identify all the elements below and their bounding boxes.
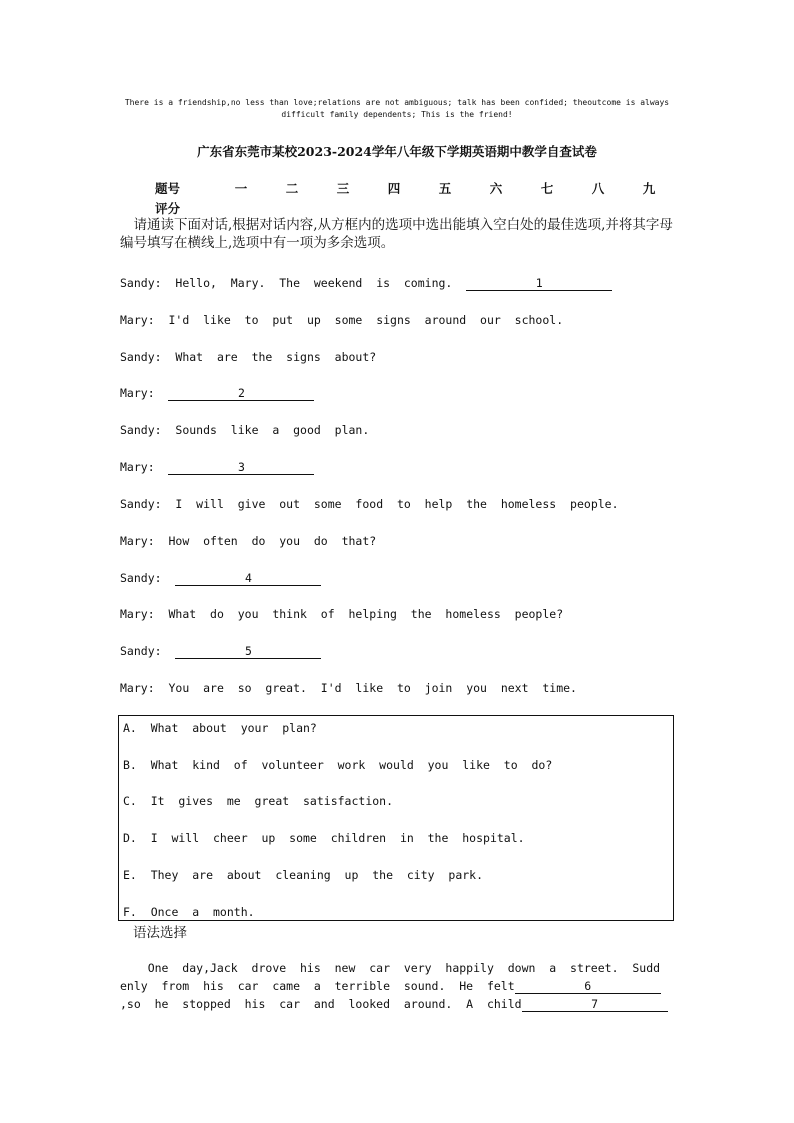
motto-text: There is a friendship,no less than love;relations are not ambiguous; talk has been confided; theoutcome is always difficult family dependents; This is the friend! (124, 98, 670, 119)
dialogue-line (120, 423, 369, 437)
speaker: Mary: (120, 534, 155, 548)
score-table-number: 九 (642, 181, 656, 196)
option-e: E. They are about cleaning up the city park. (123, 868, 484, 882)
answer-blank[interactable]: 5 (175, 644, 321, 659)
dialogue-line (120, 644, 321, 659)
speaker: Mary: (120, 386, 155, 400)
dialogue-text: What are the signs about? (175, 350, 377, 364)
dialogue-text: You are so great. I'd like to join you next time. (168, 681, 577, 695)
score-table-number: 七 (540, 181, 554, 196)
answer-blank[interactable]: 3 (168, 460, 314, 475)
speaker: Sandy: (120, 423, 162, 437)
speaker: Sandy: (120, 497, 162, 511)
dialogue-text: Sounds like a good plan. (175, 423, 370, 437)
score-table-number: 二 (285, 181, 299, 196)
speaker: Sandy: (120, 350, 162, 364)
option-b: B. What kind of volunteer work would you like to do? (123, 758, 553, 772)
passage-line: One day,Jack drove his new car very happily down a street. Sudd (120, 961, 661, 975)
dialogue-line (120, 350, 376, 364)
passage-line (120, 997, 672, 1012)
dialogue-line (120, 497, 619, 511)
section-title-grammar: 语法选择 (133, 925, 187, 941)
answer-blank[interactable]: 6 (515, 979, 661, 994)
score-table-score-label: 评分 (155, 201, 181, 216)
dialogue-text: How often do you do that? (168, 534, 377, 548)
dialogue-line (120, 460, 314, 475)
speaker: Mary: (120, 460, 155, 474)
dialogue-line (120, 276, 612, 291)
passage-text: enly from his car came a terrible sound. He felt (120, 979, 515, 993)
option-f: F. Once a month. (123, 905, 255, 919)
dialogue-line (120, 534, 376, 548)
dialogue-text: I will give out some food to help the homeless people. (175, 497, 619, 511)
speaker: Mary: (120, 607, 155, 621)
dialogue-line (120, 681, 577, 695)
score-table-number: 四 (387, 181, 401, 196)
option-c: C. It gives me great satisfaction. (123, 794, 394, 808)
dialogue-text: Hello, Mary. The weekend is coming. (175, 276, 467, 290)
answer-blank[interactable]: 2 (168, 386, 314, 401)
speaker: Mary: (120, 681, 155, 695)
dialogue-line (120, 607, 563, 621)
speaker: Mary: (120, 313, 155, 327)
options-box (118, 715, 674, 921)
dialogue-line (120, 386, 314, 401)
answer-blank[interactable]: 1 (466, 276, 612, 291)
passage-line (120, 979, 672, 994)
exam-title: 广东省东莞市某校2023-2024学年八年级下学期英语期中教学自查试卷 (197, 144, 597, 159)
instructions (120, 216, 680, 252)
dialogue-text: I'd like to put up some signs around our school. (168, 313, 564, 327)
answer-blank[interactable]: 7 (522, 997, 668, 1012)
score-table-number: 一 (234, 181, 248, 196)
speaker: Sandy: (120, 571, 162, 585)
dialogue-text: What do you think of helping the homeless people? (168, 607, 564, 621)
score-table-number: 五 (438, 181, 452, 196)
answer-blank[interactable]: 4 (175, 571, 321, 586)
option-d: D. I will cheer up some children in the hospital. (123, 831, 525, 845)
speaker: Sandy: (120, 644, 162, 658)
dialogue-line (120, 571, 321, 586)
score-table-number: 六 (489, 181, 503, 196)
score-table-row-label: 题号 (155, 181, 181, 196)
passage-text: ,so he stopped his car and looked around. A child (120, 997, 522, 1011)
score-table-number: 三 (336, 181, 350, 196)
dialogue-line (120, 313, 563, 327)
speaker: Sandy: (120, 276, 162, 290)
score-table-number: 八 (591, 181, 605, 196)
option-a: A. What about your plan? (123, 721, 317, 735)
instructions-text: 请通读下面对话,根据对话内容,从方框内的选项中选出能填入空白处的最佳选项,并将其字母编号填写在横线上,选项中有一项为多余选项。 (120, 217, 673, 251)
